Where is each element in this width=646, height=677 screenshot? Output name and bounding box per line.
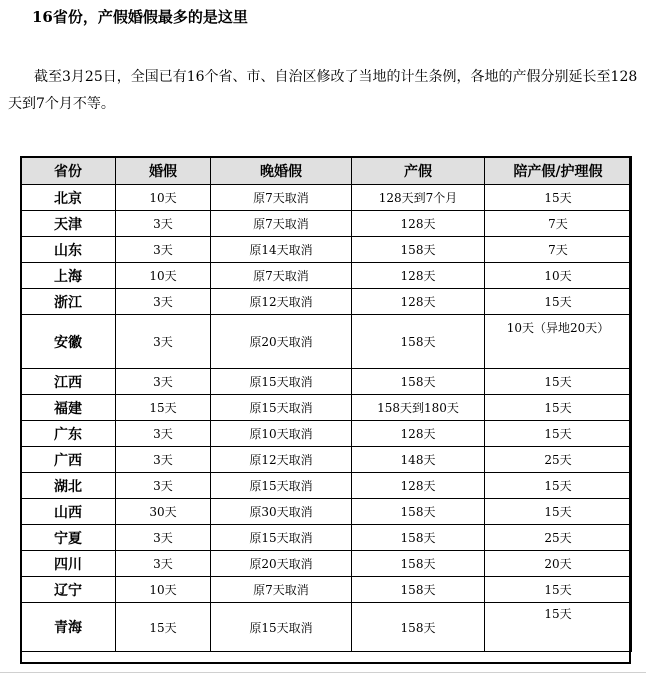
cell-marriage-leave: 3天	[116, 551, 211, 577]
header-marriage-leave: 婚假	[116, 157, 211, 185]
cell-maternity-leave: 158天到180天	[352, 395, 485, 421]
cell-marriage-leave: 3天	[116, 211, 211, 237]
cell-late-marriage-leave: 原30天取消	[211, 499, 352, 525]
cell-paternity-leave: 15天	[485, 395, 632, 421]
cell-late-marriage-leave: 原7天取消	[211, 263, 352, 289]
cell-province: 天津	[21, 211, 116, 237]
table-row	[21, 577, 632, 603]
table-row	[21, 289, 632, 315]
cell-province: 福建	[21, 395, 116, 421]
cell-province: 山西	[21, 499, 116, 525]
cell-marriage-leave: 3天	[116, 421, 211, 447]
cell-late-marriage-leave: 原20天取消	[211, 315, 352, 369]
cell-province: 广西	[21, 447, 116, 473]
cell-marriage-leave: 3天	[116, 473, 211, 499]
cell-marriage-leave: 15天	[116, 395, 211, 421]
cell-paternity-leave: 15天	[485, 185, 632, 211]
cell-paternity-leave: 15天	[485, 603, 632, 652]
cell-maternity-leave: 158天	[352, 525, 485, 551]
cell-maternity-leave: 158天	[352, 499, 485, 525]
cell-province: 江西	[21, 369, 116, 395]
cell-maternity-leave: 148天	[352, 447, 485, 473]
table-row	[21, 525, 632, 551]
header-maternity-leave: 产假	[352, 157, 485, 185]
header-paternity-leave: 陪产假/护理假	[485, 157, 632, 185]
cell-marriage-leave: 3天	[116, 315, 211, 369]
article-title: 16省份，产假婚假最多的是这里	[32, 8, 248, 26]
cell-late-marriage-leave: 原12天取消	[211, 289, 352, 315]
cell-marriage-leave: 10天	[116, 185, 211, 211]
cell-province: 宁夏	[21, 525, 116, 551]
table-row	[21, 447, 632, 473]
cell-province: 广东	[21, 421, 116, 447]
cell-province: 安徽	[21, 315, 116, 369]
cell-late-marriage-leave: 原15天取消	[211, 603, 352, 652]
cell-paternity-leave: 7天	[485, 237, 632, 263]
cell-province: 山东	[21, 237, 116, 263]
cell-marriage-leave: 3天	[116, 289, 211, 315]
cell-late-marriage-leave: 原7天取消	[211, 577, 352, 603]
cell-marriage-leave: 15天	[116, 603, 211, 652]
cell-marriage-leave: 3天	[116, 447, 211, 473]
cell-marriage-leave: 3天	[116, 237, 211, 263]
cell-paternity-leave: 25天	[485, 447, 632, 473]
cell-late-marriage-leave: 原20天取消	[211, 551, 352, 577]
cell-paternity-leave: 7天	[485, 211, 632, 237]
cell-maternity-leave: 158天	[352, 577, 485, 603]
header-province: 省份	[21, 157, 116, 185]
cell-maternity-leave: 128天	[352, 211, 485, 237]
cell-late-marriage-leave: 原10天取消	[211, 421, 352, 447]
cell-late-marriage-leave: 原14天取消	[211, 237, 352, 263]
cell-maternity-leave: 128天	[352, 421, 485, 447]
table-row	[21, 185, 632, 211]
cell-paternity-leave: 10天（异地20天）	[485, 315, 632, 369]
table-row	[21, 473, 632, 499]
cell-late-marriage-leave: 原15天取消	[211, 525, 352, 551]
cell-maternity-leave: 128天	[352, 263, 485, 289]
cell-paternity-leave: 15天	[485, 289, 632, 315]
cell-paternity-leave: 15天	[485, 499, 632, 525]
cell-marriage-leave: 3天	[116, 369, 211, 395]
table-row	[21, 263, 632, 289]
cell-late-marriage-leave: 原15天取消	[211, 395, 352, 421]
cell-marriage-leave: 10天	[116, 577, 211, 603]
table-row	[21, 237, 632, 263]
cell-maternity-leave: 158天	[352, 369, 485, 395]
header-late-marriage-leave: 晚婚假	[211, 157, 352, 185]
cell-maternity-leave: 158天	[352, 315, 485, 369]
page-bottom-edge	[0, 672, 646, 677]
cell-maternity-leave: 128天	[352, 289, 485, 315]
cell-maternity-leave: 158天	[352, 237, 485, 263]
cell-late-marriage-leave: 原15天取消	[211, 473, 352, 499]
cell-maternity-leave: 158天	[352, 551, 485, 577]
cell-paternity-leave: 15天	[485, 473, 632, 499]
cell-paternity-leave: 10天	[485, 263, 632, 289]
cell-province: 辽宁	[21, 577, 116, 603]
cell-province: 北京	[21, 185, 116, 211]
table-row	[21, 603, 632, 652]
cell-late-marriage-leave: 原15天取消	[211, 369, 352, 395]
cell-maternity-leave: 128天到7个月	[352, 185, 485, 211]
table-header-row	[21, 157, 632, 185]
cell-paternity-leave: 15天	[485, 369, 632, 395]
cell-paternity-leave: 15天	[485, 577, 632, 603]
cell-province: 上海	[21, 263, 116, 289]
cell-paternity-leave: 20天	[485, 551, 632, 577]
table-row	[21, 315, 632, 369]
cell-maternity-leave: 128天	[352, 473, 485, 499]
cell-late-marriage-leave: 原12天取消	[211, 447, 352, 473]
cell-maternity-leave: 158天	[352, 603, 485, 652]
cell-province: 湖北	[21, 473, 116, 499]
table-row	[21, 551, 632, 577]
article-paragraph: 截至3月25日，全国已有16个省、市、自治区修改了当地的计生条例，各地的产假分别延长至128天到7个月不等。	[8, 69, 638, 112]
cell-late-marriage-leave: 原7天取消	[211, 211, 352, 237]
table-row	[21, 499, 632, 525]
leave-table	[20, 156, 632, 652]
cell-late-marriage-leave: 原7天取消	[211, 185, 352, 211]
cell-province: 四川	[21, 551, 116, 577]
cell-province: 青海	[21, 603, 116, 652]
cell-marriage-leave: 10天	[116, 263, 211, 289]
table-row	[21, 395, 632, 421]
cell-paternity-leave: 15天	[485, 421, 632, 447]
table-row	[21, 211, 632, 237]
table-row	[21, 421, 632, 447]
cell-marriage-leave: 3天	[116, 525, 211, 551]
cell-marriage-leave: 30天	[116, 499, 211, 525]
cell-province: 浙江	[21, 289, 116, 315]
cell-paternity-leave: 25天	[485, 525, 632, 551]
table-row	[21, 369, 632, 395]
